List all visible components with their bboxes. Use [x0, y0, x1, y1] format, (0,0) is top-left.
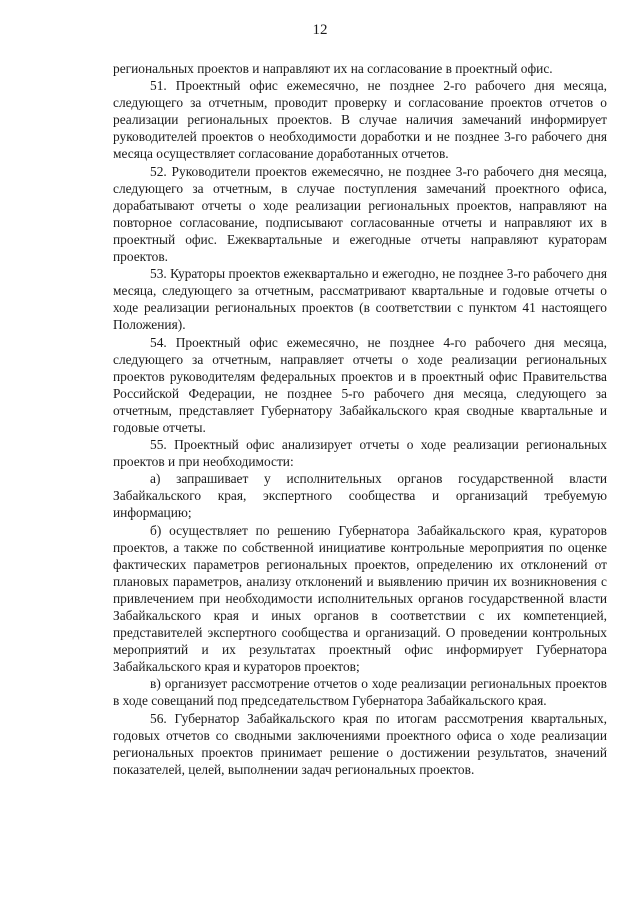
paragraph-53: 53. Кураторы проектов ежеквартально и ежегодно, не позднее 3-го рабочего дня месяца, следующего за отчетным, рассматривают квартальные и годовые отчеты о ходе реализации региональных проектов (в соответствии с пунктом 41 настоящего Положения).: [113, 266, 607, 333]
paragraph-55-b: б) осуществляет по решению Губернатора Забайкальского края, кураторов проектов, а также по собственной инициативе контрольные мероприятия по оценке фактических параметров региональных проектов, определению их отклонений от плановых параметров, анализу отклонений и выявлению причин их возникновения с привлечением при необходимости исполнительных органов государственной власти Забайкальского края и иных органов в соответствии с их компетенцией, представителей экспертного сообщества и организаций. О проведении контрольных мероприятий и их результатах проектный офис информирует Губернатора Забайкальского края и кураторов проектов;: [113, 522, 607, 675]
paragraph-56: 56. Губернатор Забайкальского края по итогам рассмотрения квартальных, годовых отчетов со сводными заключениями проектного офиса о ходе реализации региональных проектов принимает решение о достижении результатов, значений показателей, целей, выполнении задач региональных проектов.: [113, 710, 607, 777]
paragraph-51: 51. Проектный офис ежемесячно, не позднее 2-го рабочего дня месяца, следующего за отчетным, проводит проверку и согласование проектов отчетов о реализации региональных проектов. В случае наличия замечаний информирует руководителей проектов о необходимости доработки и не позднее 3-го рабочего дня месяца осуществляет согласование доработанных отчетов.: [113, 78, 607, 162]
paragraph-55-a: а) запрашивает у исполнительных органов государственной власти Забайкальского края, экспертного сообщества и организаций требуемую информацию;: [113, 471, 607, 521]
paragraph-52: 52. Руководители проектов ежемесячно, не позднее 3-го рабочего дня месяца, следующего за отчетным, в случае поступления замечаний проектного офиса, дорабатывают отчеты о ходе реализации региональных проектов, направляют на повторное согласование, подписывают согласованные отчеты и направляют их в проектный офис. Ежеквартальные и ежегодные отчеты направляют кураторам проектов.: [113, 163, 607, 265]
paragraph-55: 55. Проектный офис анализирует отчеты о ходе реализации региональных проектов и при необходимости:: [113, 437, 607, 470]
paragraph-continuation: региональных проектов и направляют их на согласование в проектный офис.: [113, 61, 553, 76]
paragraph-55-v: в) организует рассмотрение отчетов о ходе реализации региональных проектов в ходе совещаний под председательством Губернатора Забайкальского края.: [113, 676, 607, 709]
document-body: [113, 60, 607, 778]
paragraph-54: 54. Проектный офис ежемесячно, не позднее 4-го рабочего дня месяца, следующего за отчетным, направляет отчеты о ходе реализации региональных проектов руководителям федеральных проектов и в проектный офис Правительства Российской Федерации, не позднее 5-го рабочего дня месяца, следующего за отчетным, представляет Губернатору Забайкальского края сводные квартальные и годовые отчеты.: [113, 334, 607, 435]
page-number: 12: [312, 22, 328, 38]
